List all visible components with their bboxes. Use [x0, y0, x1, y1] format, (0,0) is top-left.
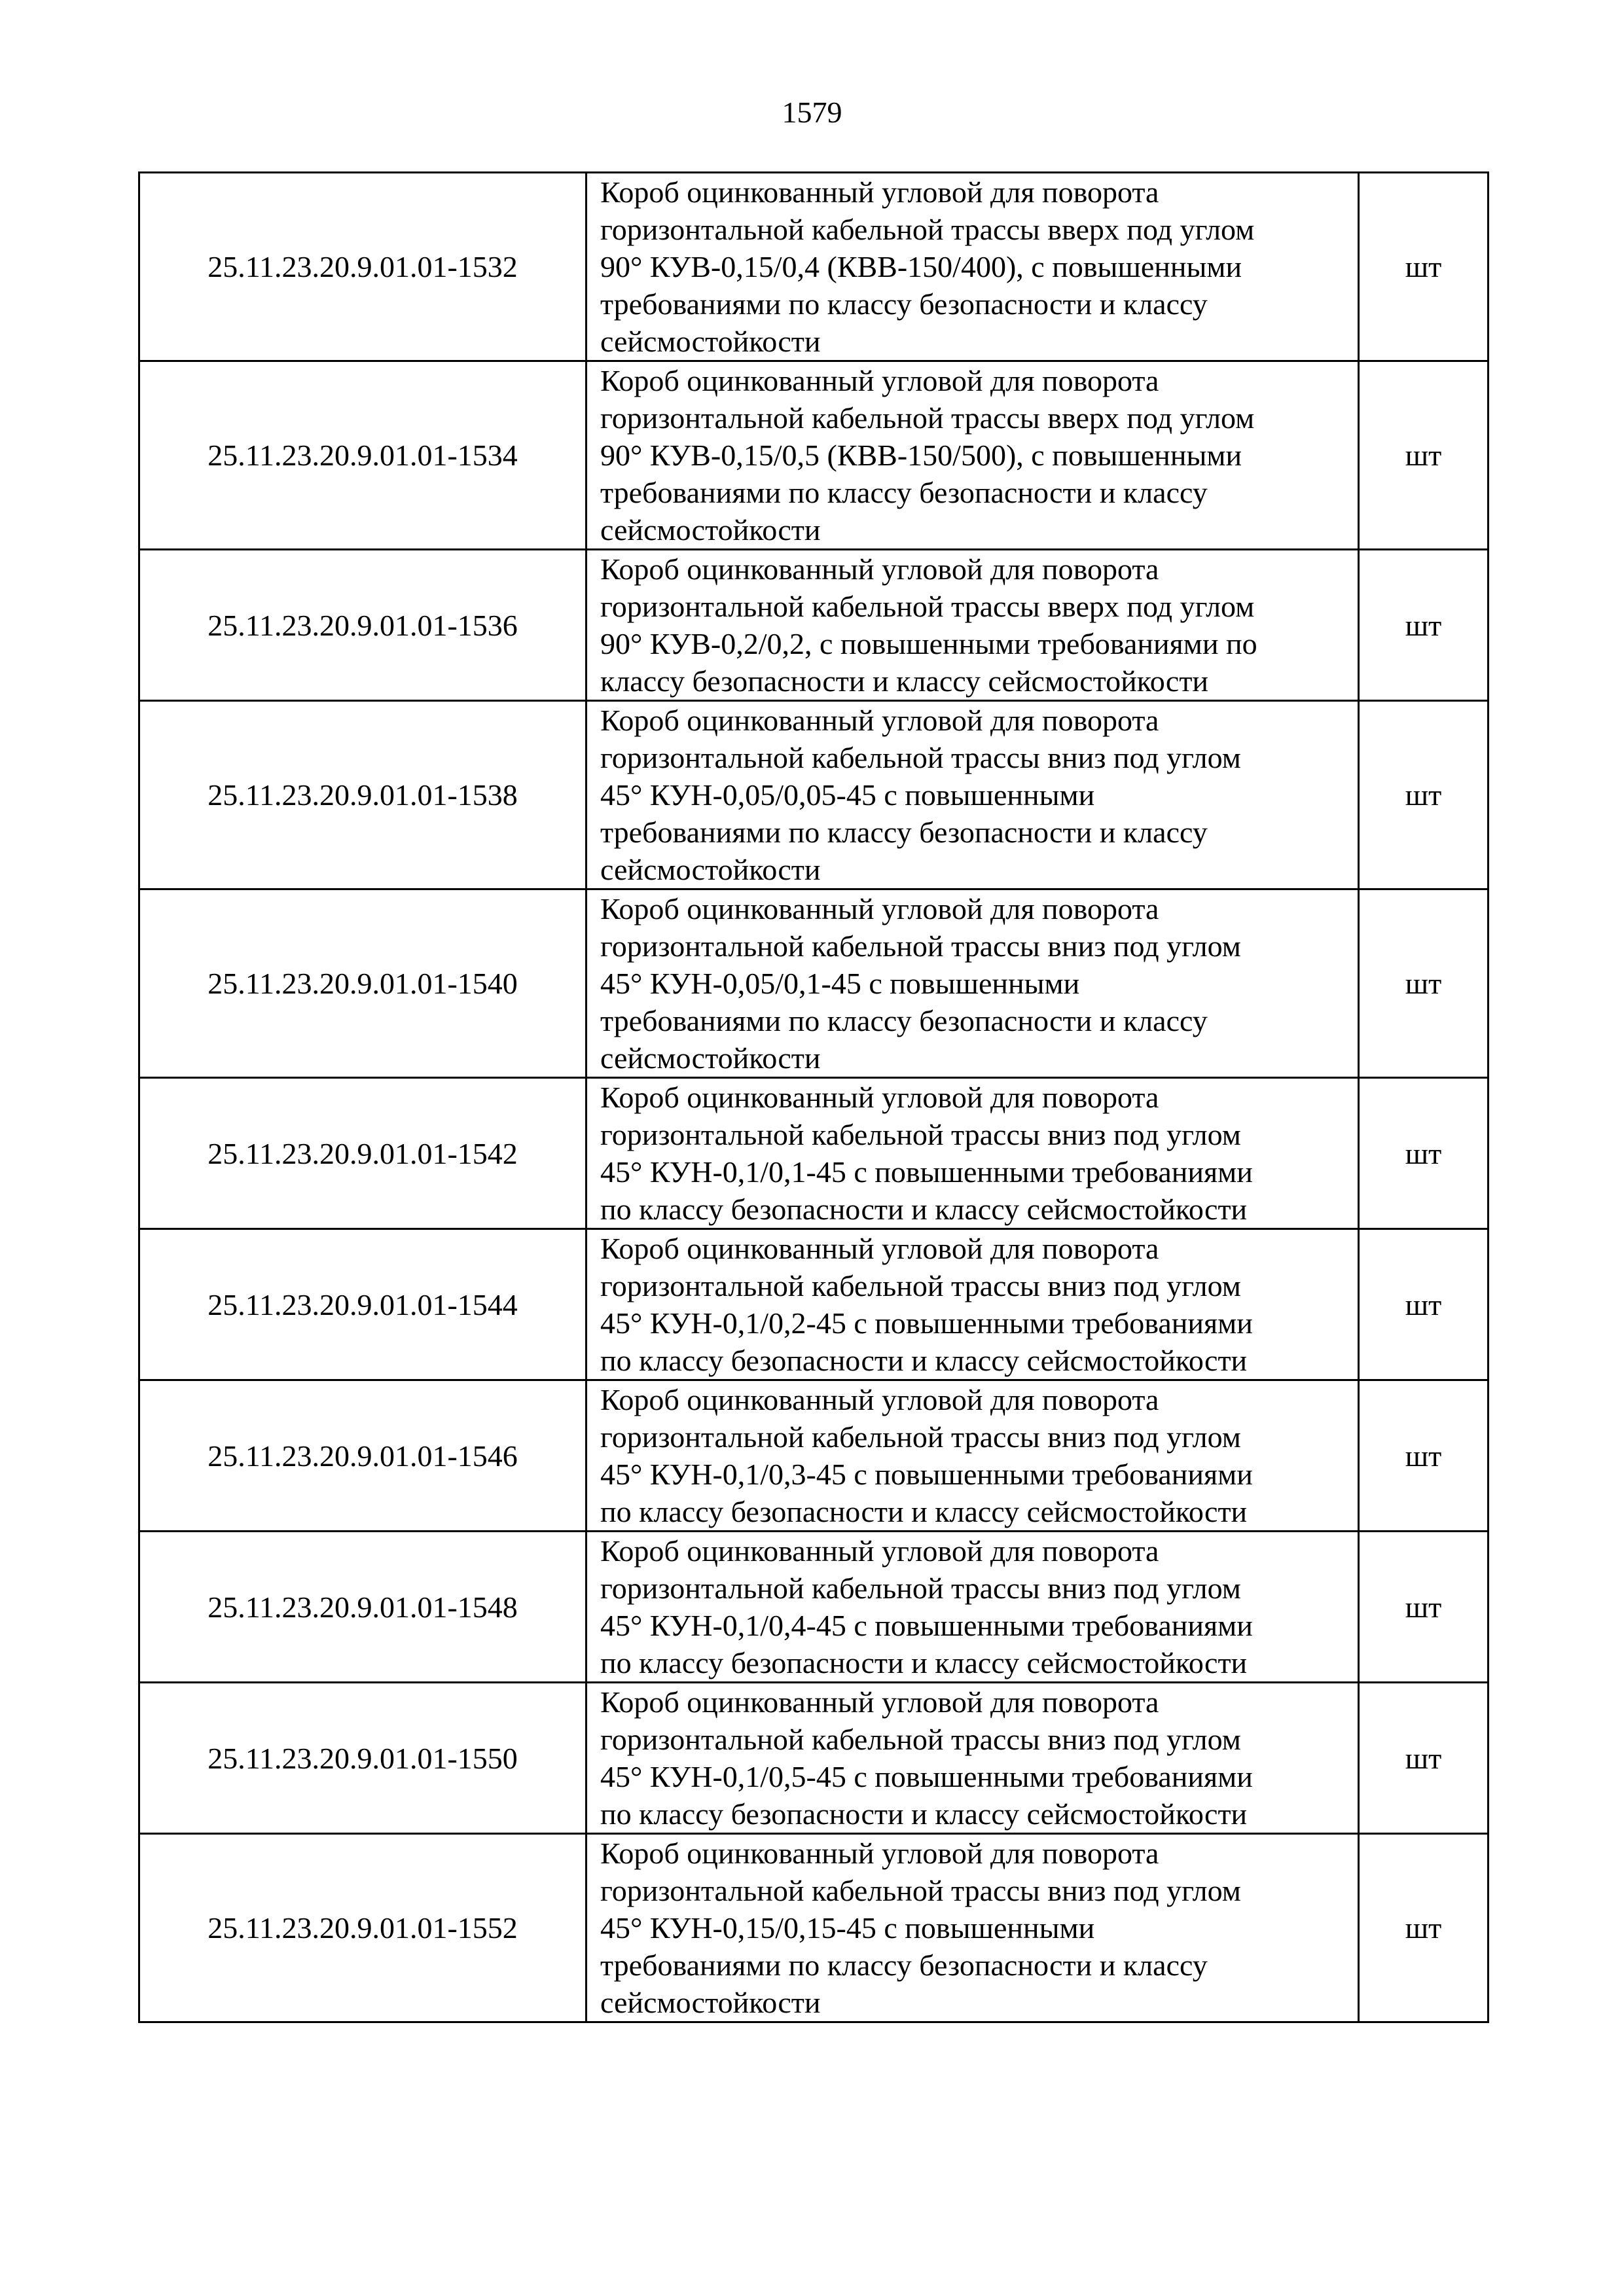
item-unit: шт: [1359, 1078, 1489, 1229]
catalog-table-body: [139, 173, 1489, 2022]
item-unit: шт: [1359, 701, 1489, 889]
description-line: 90° КУВ-0,15/0,4 (КВВ-150/400), с повышенными: [600, 250, 1242, 283]
table-row: [139, 1380, 1489, 1532]
description-line: горизонтальной кабельной трассы вниз под углом: [600, 1874, 1241, 1907]
description-line: горизонтальной кабельной трассы вниз под углом: [600, 1723, 1241, 1756]
description-line: Короб оцинкованный угловой для поворота: [600, 892, 1159, 925]
description-line: Короб оцинкованный угловой для поворота: [600, 704, 1159, 737]
description-line: Короб оцинкованный угловой для поворота: [600, 1685, 1159, 1719]
description-line: Короб оцинкованный угловой для поворота: [600, 1081, 1159, 1114]
item-unit: шт: [1359, 361, 1489, 550]
item-code: 25.11.23.20.9.01.01-1536: [139, 550, 586, 701]
description-line: требованиями по классу безопасности и классу: [600, 1948, 1208, 1982]
table-row: [139, 1834, 1489, 2022]
description-line: горизонтальной кабельной трассы вниз под углом: [600, 741, 1241, 774]
page-number: 1579: [782, 96, 842, 129]
description-line: по классу безопасности и классу сейсмостойкости: [600, 1193, 1248, 1226]
description-line: 45° КУН-0,1/0,5-45 с повышенными требованиями: [600, 1760, 1253, 1793]
description-line: сейсмостойкости: [600, 1041, 821, 1075]
description-line: 45° КУН-0,1/0,3-45 с повышенными требованиями: [600, 1458, 1253, 1491]
description-line: 45° КУН-0,05/0,1-45 с повышенными: [600, 967, 1080, 1000]
table-row: [139, 361, 1489, 550]
item-unit: шт: [1359, 1380, 1489, 1532]
description-line: требованиями по классу безопасности и классу: [600, 476, 1208, 509]
item-description: [586, 701, 1359, 889]
description-line: 90° КУВ-0,2/0,2, с повышенными требованиями по: [600, 627, 1257, 660]
description-line: Короб оцинкованный угловой для поворота: [600, 1232, 1159, 1265]
item-unit: шт: [1359, 173, 1489, 361]
description-line: сейсмостойкости: [600, 853, 821, 886]
item-code: 25.11.23.20.9.01.01-1544: [139, 1229, 586, 1380]
item-description: [586, 1834, 1359, 2022]
catalog-table: [138, 171, 1489, 2023]
description-line: горизонтальной кабельной трассы вниз под углом: [600, 1118, 1241, 1151]
description-line: классу безопасности и классу сейсмостойкости: [600, 664, 1209, 698]
item-code: 25.11.23.20.9.01.01-1540: [139, 889, 586, 1078]
description-line: горизонтальной кабельной трассы вниз под углом: [600, 1269, 1241, 1302]
item-code: 25.11.23.20.9.01.01-1542: [139, 1078, 586, 1229]
description-line: горизонтальной кабельной трассы вниз под углом: [600, 1420, 1241, 1454]
item-code: 25.11.23.20.9.01.01-1534: [139, 361, 586, 550]
table-row: [139, 1078, 1489, 1229]
item-description: [586, 1532, 1359, 1683]
item-unit: шт: [1359, 1532, 1489, 1683]
item-unit: шт: [1359, 1229, 1489, 1380]
item-code: 25.11.23.20.9.01.01-1552: [139, 1834, 586, 2022]
description-line: горизонтальной кабельной трассы вверх под углом: [600, 590, 1255, 623]
item-code: 25.11.23.20.9.01.01-1538: [139, 701, 586, 889]
description-line: требованиями по классу безопасности и классу: [600, 1004, 1208, 1037]
table-row: [139, 1229, 1489, 1380]
item-description: [586, 173, 1359, 361]
item-unit: шт: [1359, 1834, 1489, 2022]
description-line: горизонтальной кабельной трассы вверх под углом: [600, 213, 1255, 246]
item-description: [586, 1380, 1359, 1532]
description-line: Короб оцинкованный угловой для поворота: [600, 364, 1159, 397]
description-line: по классу безопасности и классу сейсмостойкости: [600, 1797, 1248, 1831]
table-row: [139, 1683, 1489, 1834]
description-line: 45° КУН-0,1/0,2-45 с повышенными требованиями: [600, 1306, 1253, 1340]
description-line: по классу безопасности и классу сейсмостойкости: [600, 1646, 1248, 1679]
item-code: 25.11.23.20.9.01.01-1546: [139, 1380, 586, 1532]
table-row: [139, 173, 1489, 361]
item-description: [586, 1229, 1359, 1380]
item-description: [586, 1683, 1359, 1834]
description-line: требованиями по классу безопасности и классу: [600, 816, 1208, 849]
table-row: [139, 550, 1489, 701]
item-code: 25.11.23.20.9.01.01-1550: [139, 1683, 586, 1834]
description-line: сейсмостойкости: [600, 1986, 821, 2019]
description-line: по классу безопасности и классу сейсмостойкости: [600, 1344, 1248, 1377]
description-line: 45° КУН-0,1/0,4-45 с повышенными требованиями: [600, 1609, 1253, 1642]
description-line: 90° КУВ-0,15/0,5 (КВВ-150/500), с повышенными: [600, 439, 1242, 472]
description-line: Короб оцинкованный угловой для поворота: [600, 1534, 1159, 1568]
item-code: 25.11.23.20.9.01.01-1548: [139, 1532, 586, 1683]
item-unit: шт: [1359, 550, 1489, 701]
description-line: 45° КУН-0,1/0,1-45 с повышенными требованиями: [600, 1155, 1253, 1189]
description-line: по классу безопасности и классу сейсмостойкости: [600, 1495, 1248, 1528]
item-unit: шт: [1359, 1683, 1489, 1834]
description-line: Короб оцинкованный угловой для поворота: [600, 1837, 1159, 1870]
description-line: Короб оцинкованный угловой для поворота: [600, 1383, 1159, 1416]
item-description: [586, 889, 1359, 1078]
item-unit: шт: [1359, 889, 1489, 1078]
description-line: горизонтальной кабельной трассы вниз под углом: [600, 929, 1241, 963]
table-row: [139, 701, 1489, 889]
table-row: [139, 1532, 1489, 1683]
description-line: горизонтальной кабельной трассы вниз под углом: [600, 1571, 1241, 1605]
description-line: горизонтальной кабельной трассы вверх под углом: [600, 401, 1255, 435]
description-line: 45° КУН-0,15/0,15-45 с повышенными: [600, 1911, 1095, 1945]
item-description: [586, 550, 1359, 701]
description-line: сейсмостойкости: [600, 325, 821, 358]
description-line: 45° КУН-0,05/0,05-45 с повышенными: [600, 778, 1095, 812]
item-description: [586, 361, 1359, 550]
description-line: требованиями по классу безопасности и классу: [600, 287, 1208, 321]
description-line: Короб оцинкованный угловой для поворота: [600, 552, 1159, 586]
description-line: сейсмостойкости: [600, 513, 821, 547]
item-description: [586, 1078, 1359, 1229]
item-code: 25.11.23.20.9.01.01-1532: [139, 173, 586, 361]
table-row: [139, 889, 1489, 1078]
description-line: Короб оцинкованный угловой для поворота: [600, 175, 1159, 209]
